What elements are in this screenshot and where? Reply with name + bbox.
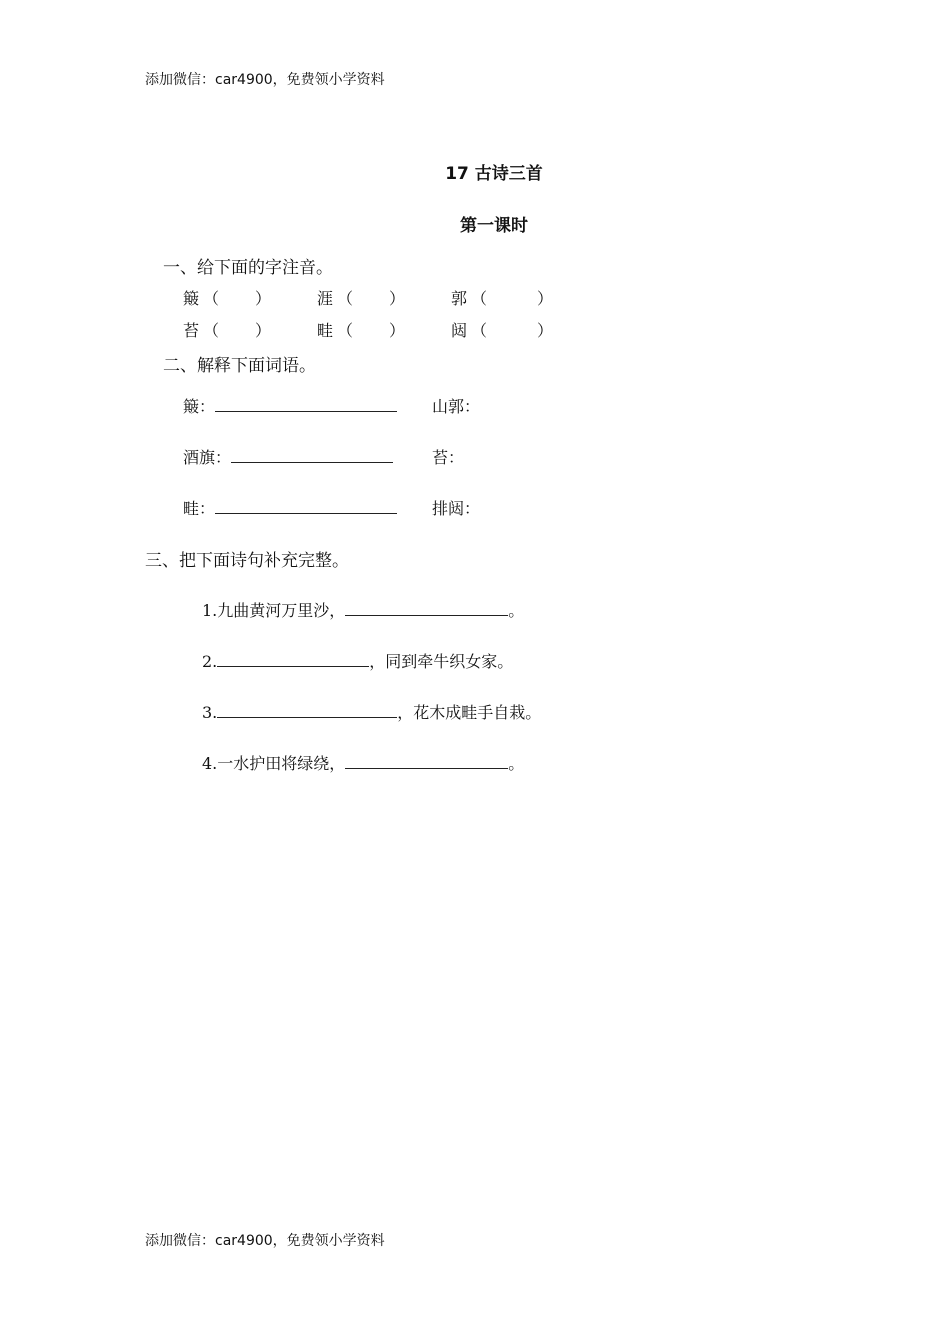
section-3-heading: 三、把下面诗句补充完整。 bbox=[145, 551, 349, 571]
definition-item bbox=[183, 394, 397, 417]
poem-suffix: 。 bbox=[508, 601, 525, 620]
close-paren: ） bbox=[389, 321, 406, 340]
header-note: 添加微信：car4900，免费领小学资料 bbox=[145, 72, 385, 88]
term-label: 苔： bbox=[432, 448, 465, 467]
pinyin-item bbox=[183, 286, 271, 309]
poem-prefix: 3. bbox=[202, 703, 218, 722]
poem-blank[interactable] bbox=[345, 752, 508, 769]
poem-suffix: ，同到牵牛织女家。 bbox=[369, 652, 514, 671]
answer-line[interactable] bbox=[215, 395, 397, 412]
poem-suffix: ，花木成畦手自栽。 bbox=[397, 703, 542, 722]
definition-item bbox=[432, 496, 480, 519]
open-paren: （ bbox=[203, 321, 220, 340]
poem-line bbox=[202, 700, 541, 723]
lesson-subtitle: 第一课时 bbox=[460, 216, 528, 236]
definition-item bbox=[432, 445, 464, 468]
poem-suffix: 。 bbox=[508, 754, 525, 773]
pinyin-item bbox=[451, 286, 553, 309]
term-label: 畦： bbox=[183, 499, 216, 518]
pinyin-item bbox=[317, 286, 405, 309]
close-paren: ） bbox=[255, 289, 272, 308]
term-label: 山郭： bbox=[432, 397, 481, 416]
pinyin-char: 簸 bbox=[183, 289, 200, 308]
poem-prefix: 2. bbox=[202, 652, 218, 671]
section-1-heading: 一、给下面的字注音。 bbox=[163, 258, 333, 278]
poem-blank[interactable] bbox=[345, 599, 508, 616]
term-label: 排闼： bbox=[432, 499, 481, 518]
answer-line[interactable] bbox=[231, 446, 393, 463]
poem-blank[interactable] bbox=[217, 701, 397, 718]
poem-line bbox=[202, 598, 524, 621]
pinyin-char: 闼 bbox=[451, 321, 468, 340]
answer-line[interactable] bbox=[215, 497, 397, 514]
definition-item bbox=[432, 394, 480, 417]
poem-line bbox=[202, 751, 524, 774]
open-paren: （ bbox=[471, 321, 488, 340]
pinyin-item bbox=[183, 318, 271, 341]
pinyin-item bbox=[451, 318, 553, 341]
footer-note: 添加微信：car4900，免费领小学资料 bbox=[145, 1233, 385, 1249]
close-paren: ） bbox=[255, 321, 272, 340]
pinyin-char: 苔 bbox=[183, 321, 200, 340]
poem-prefix: 4.一水护田将绿绕， bbox=[202, 754, 346, 773]
term-label: 簸： bbox=[183, 397, 216, 416]
close-paren: ） bbox=[389, 289, 406, 308]
open-paren: （ bbox=[471, 289, 488, 308]
pinyin-char: 畦 bbox=[317, 321, 334, 340]
close-paren: ） bbox=[537, 321, 554, 340]
section-2-heading: 二、解释下面词语。 bbox=[163, 356, 316, 376]
pinyin-char: 涯 bbox=[317, 289, 334, 308]
definition-item bbox=[183, 496, 397, 519]
term-label: 酒旗： bbox=[183, 448, 232, 467]
open-paren: （ bbox=[337, 289, 354, 308]
poem-line bbox=[202, 649, 513, 672]
lesson-title: 17 古诗三首 bbox=[445, 164, 543, 184]
definition-item bbox=[183, 445, 393, 468]
open-paren: （ bbox=[337, 321, 354, 340]
close-paren: ） bbox=[537, 289, 554, 308]
pinyin-char: 郭 bbox=[451, 289, 468, 308]
open-paren: （ bbox=[203, 289, 220, 308]
poem-prefix: 1.九曲黄河万里沙， bbox=[202, 601, 346, 620]
poem-blank[interactable] bbox=[217, 650, 369, 667]
pinyin-item bbox=[317, 318, 405, 341]
